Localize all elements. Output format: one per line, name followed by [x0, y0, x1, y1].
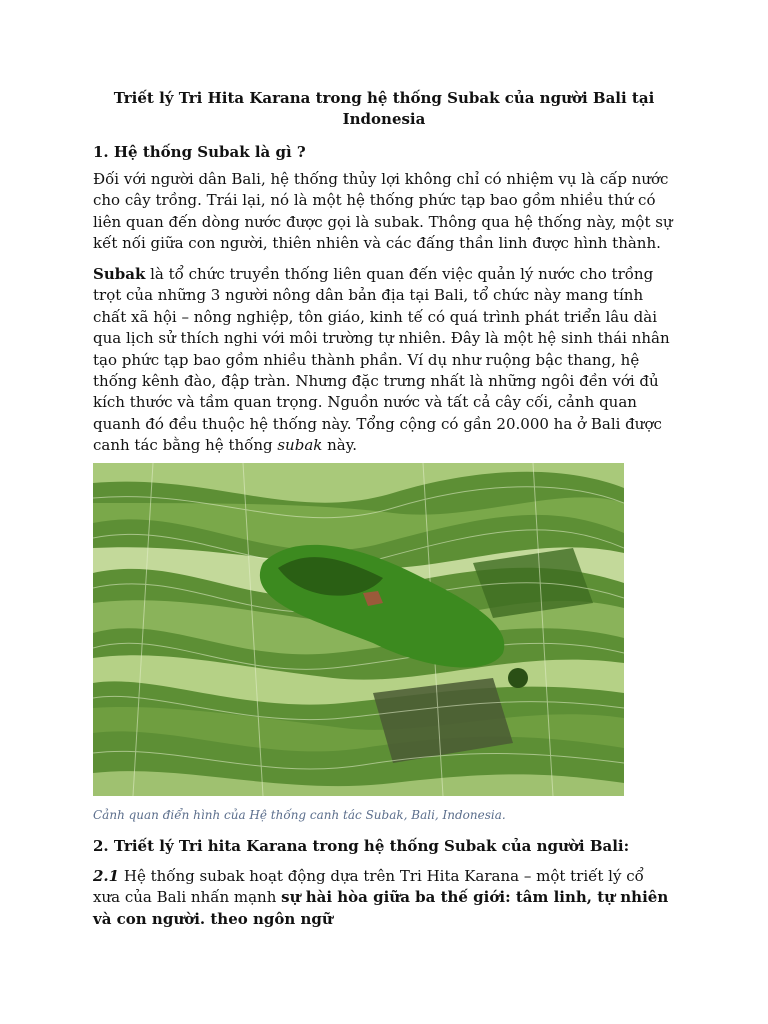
- section-1-paragraph-2: [93, 264, 673, 457]
- photo-caption: Cảnh quan điển hình của Hệ thống canh tác Subak, Bali, Indonesia.: [93, 808, 506, 822]
- subak-term: Subak: [93, 265, 146, 283]
- section-2-paragraph: [93, 866, 673, 930]
- harmony-emphasis: sự hài hòa giữa ba thế giới: tâm linh, tự nhiên và con người. theo ngôn ngữ: [93, 888, 669, 928]
- section-1-paragraph-1: Đối với người dân Bali, hệ thống thủy lợi không chỉ có nhiệm vụ là cấp nước cho cây trồng. Trái lại, nó là một hệ thống phức tạp bao gồm nhiều thứ có liên quan đến dòng nước được gọi là subak. Thông qua hệ thống này, một sự kết nối giữa con người, thiên nhiên và các đấng thần linh được hình thành.: [93, 170, 673, 253]
- paragraph-2-end: này.: [322, 436, 357, 455]
- section-2-paragraph-body: Hệ thống subak hoạt động dựa trên Tri Hita Karana – một triết lý cổ xưa của Bali nhấn mạnh: [93, 867, 644, 907]
- rice-terrace-photo: [93, 463, 624, 796]
- paragraph-2-body: là tổ chức truyền thống liên quan đến việc quản lý nước cho trồng trọt của những 3 người nông dân bản địa tại Bali, tổ chức này mang tính chất xã hội – nông nghiệp, tôn giáo, kinh tế có quá trình phát triển lâu dài qua lịch sử thích nghi với môi trường tự nhiên. Đây là một hệ sinh thái nhân tạo phức tạp bao gồm nhiều thành phần. Ví dụ như ruộng bậc thang, hệ thống kênh đào, đập tràn. Nhưng đặc trưng nhất là những ngôi đền với đủ kích thước và tầm quan trọng. Nguồn nước và tất cả cây cối, cảnh quan quanh đó đều thuộc hệ thống này. Tổng cộng có gần 20.000 ha ở Bali được canh tác bằng hệ thống: [93, 265, 670, 455]
- subsection-number: 2.1: [93, 867, 120, 885]
- document-title: Triết lý Tri Hita Karana trong hệ thống Subak của người Bali tại Indonesia: [113, 89, 655, 128]
- subak-italic-term: subak: [277, 436, 323, 455]
- section-2-heading: 2. Triết lý Tri hita Karana trong hệ thống Subak của người Bali:: [93, 837, 630, 855]
- section-1-heading: 1. Hệ thống Subak là gì ?: [93, 143, 306, 161]
